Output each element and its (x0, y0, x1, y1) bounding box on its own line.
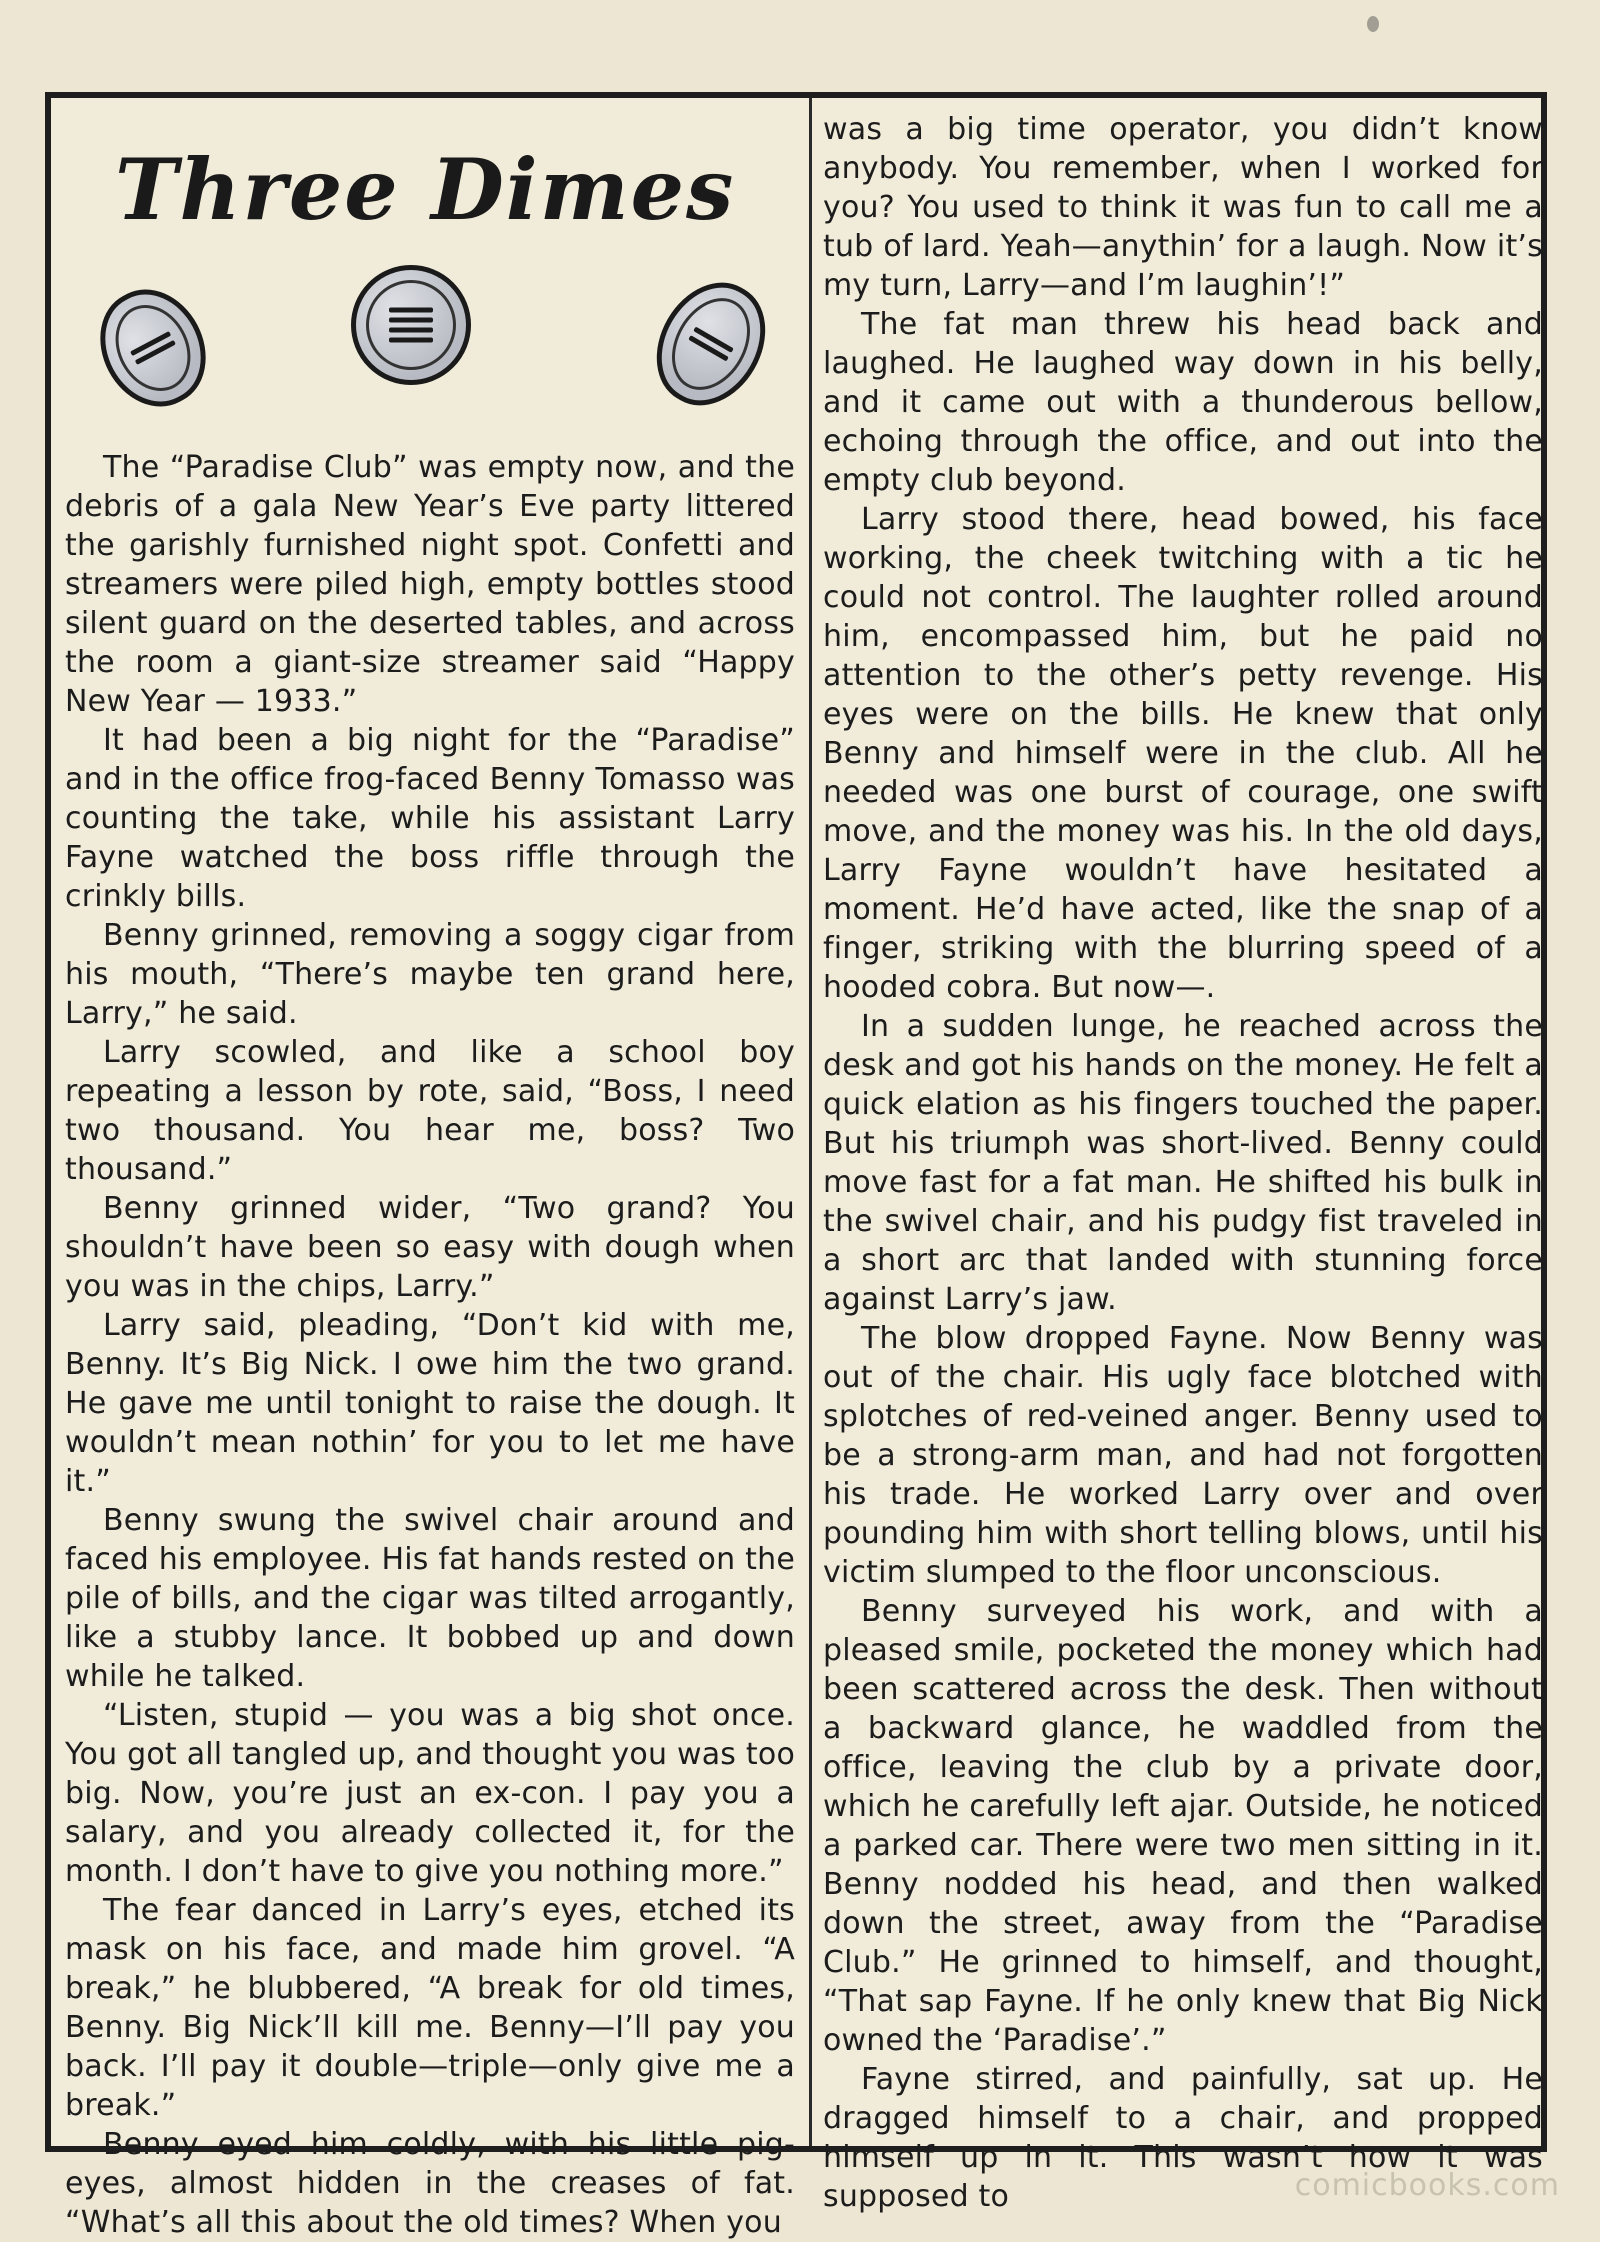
left-text (65, 440, 795, 2242)
right-text (823, 110, 1543, 2216)
paragraph: “Listen, stupid — you was a big shot once. You got all tangled up, and thought you was too big. Now, you’re just an ex-con. I pay you a salary, and you already collected it, for the month. I don’t have to give you nothing more.” (65, 1698, 795, 1889)
paragraph: In a sudden lunge, he reached across the desk and got his hands on the money. He felt a quick elation as his fingers touched the paper. But his triumph was short-lived. Benny could move fast for a fat man. He shifted his bulk in the swivel chair, and his pudgy fist traveled in a short arc that landed with stunning force against Larry’s jaw. (823, 1009, 1543, 1317)
story-title: Three Dimes (115, 140, 736, 239)
paragraph: Benny grinned, removing a soggy cigar from his mouth, “There’s maybe ten grand here, Larry,” he said. (65, 918, 795, 1031)
watermark: comicbooks.com (1294, 2168, 1560, 2203)
dime-illustration (65, 250, 795, 440)
paragraph: It had been a big night for the “Paradise” and in the office frog-faced Benny Tomasso was counting the take, while his assistant Larry Fayne watched the boss riffle through the crinkly bills. (65, 723, 795, 914)
dime-icon (636, 264, 787, 425)
column-divider (809, 98, 812, 2146)
paragraph: The fear danced in Larry’s eyes, etched its mask on his face, and made him grovel. “A break,” he blubbered, “A break for old times, Benny. Big Nick’ll kill me. Benny—I’ll pay you back. I’ll pay it double—triple—only give me a break.” (65, 1893, 795, 2123)
page-speck (1367, 16, 1379, 32)
paragraph: The blow dropped Fayne. Now Benny was out of the chair. His ugly face blotched with splotches of red-veined anger. Benny used to be a strong-arm man, and had not forgotten his trade. He worked Larry over and over pounding him with short telling blows, until his victim slumped to the floor unconscious. (823, 1321, 1543, 1590)
paragraph: Larry scowled, and like a school boy repeating a lesson by rote, said, “Boss, I need two thousand. You hear me, boss? Two thousand.” (65, 1035, 795, 1187)
paragraph: Benny surveyed his work, and with a pleased smile, pocketed the money which had been scattered across the desk. Then without a backward glance, he waddled from the office, leaving the club by a private door, which he carefully left ajar. Outside, he noticed a parked car. There were two men sitting in it. Benny nodded his head, and then walked down the street, away from the “Paradise Club.” He grinned to himself, and thought, “That sap Fayne. If he only knew that Big Nick owned the ‘Paradise’.” (823, 1594, 1543, 2058)
paragraph: Fayne stirred, and painfully, sat up. He dragged himself to a chair, and propped himself up in it. This wasn’t how it was supposed to (823, 2062, 1543, 2214)
paragraph-continuation: was a big time operator, you didn’t know anybody. You remember, when I worked for you? You used to think it was fun to call me a tub of lard. Yeah—anythin’ for a laugh. Now it’s my turn, Larry—and I’m laughin’!” (823, 112, 1543, 303)
paragraph: Benny swung the swivel chair around and faced his employee. His fat hands rested on the pile of bills, and the cigar was tilted arrogantly, like a stubby lance. It bobbed up and down while he talked. (65, 1503, 795, 1694)
dime-icon (351, 265, 471, 385)
paragraph: The “Paradise Club” was empty now, and the debris of a gala New Year’s Eve party littered the garishly furnished night spot. Confetti and streamers were piled high, empty bottles stood silent guard on the deserted tables, and across the room a giant-size streamer said “Happy New Year — 1933.” (65, 450, 795, 719)
paragraph: Larry said, pleading, “Don’t kid with me, Benny. It’s Big Nick. I owe him the two grand. He gave me until tonight to raise the dough. It wouldn’t mean nothin’ for you to let me have it.” (65, 1308, 795, 1499)
paragraph: The fat man threw his head back and laughed. He laughed way down in his belly, and it came out with a thunderous bellow, echoing through the office, and out into the empty club beyond. (823, 307, 1543, 498)
paragraph: Benny eyed him coldly, with his little pig-eyes, almost hidden in the creases of fat. “What’s all this about the old times? When you (65, 2127, 795, 2240)
paragraph: Benny grinned wider, “Two grand? You shouldn’t have been so easy with dough when you was in the chips, Larry.” (65, 1191, 795, 1304)
left-column (65, 98, 795, 2240)
paragraph: Larry stood there, head bowed, his face working, the cheek twitching with a tic he could not control. The laughter rolled around him, encompassed him, but he paid no attention to the other’s petty revenge. His eyes were on the bills. He knew that only Benny and himself were in the club. All he needed was one burst of courage, one swift move, and the money was his. In the old days, Larry Fayne wouldn’t have hesitated a moment. He’d have acted, like the snap of a finger, striking with the blurring speed of a hooded cobra. But now—. (823, 502, 1543, 1005)
dime-icon (81, 272, 226, 425)
